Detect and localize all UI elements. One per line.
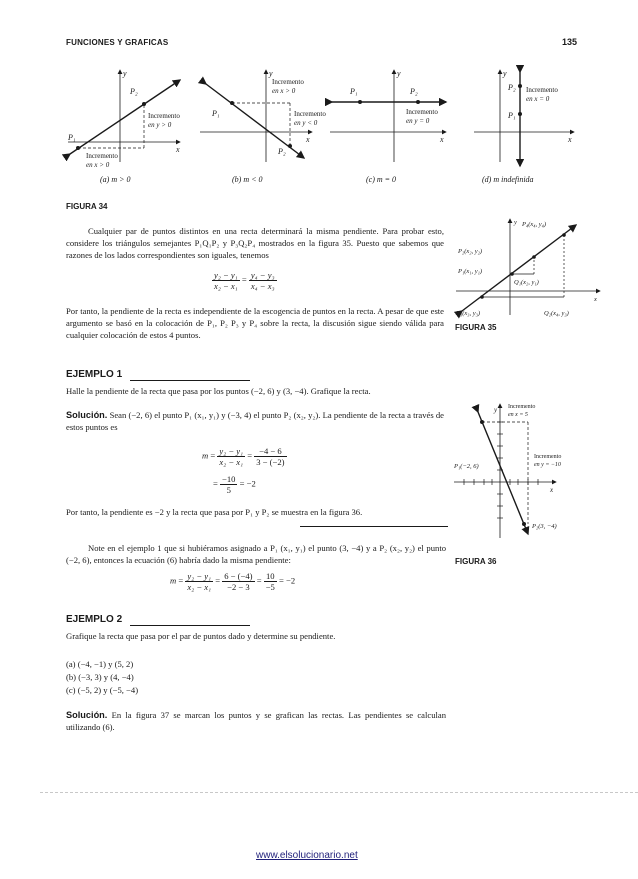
figure-34-panel-a <box>67 69 180 184</box>
svg-text:y: y <box>494 406 498 414</box>
eq-lhs-den: x₂ − x₁ <box>214 281 238 291</box>
panel-c-caption: (c) m = 0 <box>366 175 397 184</box>
scan-edge-line <box>40 792 638 793</box>
p2-label: P₂(x₂, y₂) <box>458 248 483 255</box>
p4-label: P₄(x₄, y₄) <box>522 221 547 228</box>
solution-label: Solución. <box>66 710 108 720</box>
solution-text: En la figura 37 se marcan los puntos y se grafican las rectas. Las pendientes se calculan utilizando (6). <box>66 710 446 733</box>
eq-lhs-num: y₂ − y₁ <box>214 270 238 280</box>
p1-label: P₁ <box>508 111 516 120</box>
m-symbol: m <box>202 450 209 461</box>
item-text: (−5, 2) y (−5, −4) <box>77 685 139 695</box>
paragraph-independence: Por tanto, la pendiente de la recta es independiente de la escogencia de puntos en la recta. A pesar de que este argumento se basó en la colocación de P₁, P₂ P₃ y P₄ sobre la recta, la discusión sigue siendo válida para cualquier colocación de estos 4 puntos. <box>66 306 444 341</box>
eq1-rhs-den: 3 − (−2) <box>256 457 285 467</box>
axis-y-label: y <box>397 69 401 78</box>
equation-slope-1: m = $\frac{\text{y₂ − y₁}}{\text{x₂ − x₁}}$ = $\frac{-4 - 6}{3 - (-2)}$ <box>202 446 285 467</box>
axis-x-label: x <box>440 135 444 144</box>
p1-label: P₁(−2, 6) <box>454 463 479 470</box>
inc-y-line1: Incremento <box>406 108 438 116</box>
eq3-c-num: 10 <box>264 571 277 582</box>
eq2-result: = −2 <box>239 478 256 489</box>
solution-text: Sean (−2, 6) el punto P₁ (x₁, y₁) y (−3, 4) el punto P₂ (x₂, y₂). La pendiente de la recta a través de estos puntos es <box>66 410 444 433</box>
eq3-a-den: x₂ − x₁ <box>187 582 212 592</box>
list-item <box>66 672 134 682</box>
figure-34-caption: FIGURA 34 <box>66 202 108 211</box>
q1-label: Q₁(x₂, y₁) <box>514 279 539 286</box>
axis-x-label: x <box>568 135 572 144</box>
p2-label: P₂ <box>130 87 138 96</box>
svg-text:y: y <box>514 219 517 226</box>
figure-35-caption: FIGURA 35 <box>455 323 497 332</box>
p1-label: P₁ <box>350 87 358 96</box>
inc-x-line2: en x = 5 <box>508 412 528 418</box>
eq3-a-num: y₂ − y₁ <box>187 571 212 581</box>
item-label: (c) <box>66 685 76 695</box>
example-1-conclusion: Por tanto, la pendiente es −2 y la recta que pasa por P₁ y P₂ se muestra en la figura 36. <box>66 507 363 517</box>
equation-slope-3: m = $\frac{\text{y₂ − y₁}}{\text{x₂ − x₁}}$ = $\frac{6 - (-4)}{-2 - 3}$ = $\frac{10}{-5}$ = −2 <box>170 571 296 592</box>
inc-y-line2: en y = 0 <box>406 117 430 125</box>
running-header: FUNCIONES Y GRAFICAS <box>66 38 169 47</box>
item-label: (a) <box>66 659 76 669</box>
example-1-solution <box>66 409 444 433</box>
panel-a-caption: (a) m > 0 <box>100 175 131 184</box>
eq3-b-den: −2 − 3 <box>227 582 250 592</box>
p1-label: P₁ <box>68 133 76 142</box>
inc-y-line1: Incremento <box>534 454 562 460</box>
inc-y-line2: en y = −10 <box>534 462 561 468</box>
equation-similar-ratios: $\frac{\text{y₂ − y₁}}{\text{x₂ − x₁}}$ = $\frac{\text{y₄ − y₃}}{\text{x₄ − x₃}}$ <box>214 270 275 291</box>
eq1-rhs-num: −4 − 6 <box>254 446 286 457</box>
eq1-lhs-num: y₂ − y₁ <box>219 446 244 456</box>
figure-36-caption: FIGURA 36 <box>455 557 497 566</box>
example-2-heading: EJEMPLO 2 <box>66 614 123 625</box>
axis-x-label: x <box>176 145 180 154</box>
axis-y-label: y <box>269 69 273 78</box>
eq3-result: = −2 <box>279 575 296 586</box>
m-symbol: m <box>170 575 177 586</box>
example-2-rule <box>130 625 250 626</box>
paragraph-similar-triangles: Cualquier par de puntos distintos en una recta determinará la misma pendiente. Para probar esto, considere los triángulos semejantes P₁Q₁P₂ y P₃Q₂P₄ mostrados en la figura 35. Puesto que sabemos que razones de los lados correspondientes son iguales, tenemos <box>66 226 444 261</box>
panel-d-caption: (d) m indefinida <box>482 175 534 184</box>
item-label: (b) <box>66 672 77 682</box>
p3-label: P₃(x₃, y₃) <box>456 310 481 317</box>
equation-slope-2: = $\frac{-10}{5}$ = −2 <box>213 474 256 495</box>
eq2-den: 5 <box>226 485 231 495</box>
inc-x-line1: Incremento <box>526 86 558 94</box>
page-number: 135 <box>562 37 578 47</box>
inc-y-line2: en y < 0 <box>294 119 318 127</box>
axis-y-label: y <box>503 69 507 78</box>
panel-b-caption: (b) m < 0 <box>232 175 263 184</box>
figure-35 <box>452 215 602 321</box>
axis-y-label: y <box>123 69 127 78</box>
inc-y-line1: Incremento <box>148 112 180 120</box>
footer-link[interactable]: www.elsolucionario.net <box>256 850 358 861</box>
eq-rhs-num: y₄ − y₃ <box>250 270 275 280</box>
inc-x-line2: en x > 0 <box>86 161 110 169</box>
p2-label: P₂ <box>508 83 516 92</box>
inc-y-line2: en y > 0 <box>148 121 172 129</box>
example-2-solution <box>66 709 446 733</box>
p1-label: P₁(x₁, y₁) <box>458 268 483 275</box>
item-text: (−3, 3) y (4, −4) <box>78 672 134 682</box>
eq2-num: −10 <box>222 474 236 484</box>
list-item <box>66 685 138 695</box>
item-text: (−4, −1) y (5, 2) <box>77 659 134 669</box>
svg-text:x: x <box>594 296 597 303</box>
figure-36 <box>452 398 612 540</box>
p2-label: P₂ <box>278 147 286 156</box>
eq3-c-den: −5 <box>265 582 275 592</box>
solution-label: Solución. <box>66 410 108 420</box>
inc-x-line2: en x = 0 <box>526 95 550 103</box>
example-1-end-rule <box>300 526 448 527</box>
inc-x-line1: Incremento <box>508 404 536 410</box>
eq3-b-num: 6 − (−4) <box>224 571 253 581</box>
figure-34-panel-b <box>200 69 326 184</box>
example-1-statement: Halle la pendiente de la recta que pasa por los puntos (−2, 6) y (3, −4). Grafique la recta. <box>66 386 371 396</box>
q2-label: Q₂(x₄, y₃) <box>544 310 569 317</box>
svg-text:x: x <box>550 486 554 494</box>
p2-label: P₂ <box>410 87 418 96</box>
inc-x-line2: en x > 0 <box>272 87 296 95</box>
example-1-note: Note en el ejemplo 1 que si hubiéramos asignado a P₁ (x₁, y₁) el punto (3, −4) y a P₂ (x₂, y₂) el punto (−2, 6), entonces la ecuación (6) habría dado la misma pendiente: <box>66 543 446 566</box>
axis-x-label: x <box>306 135 310 144</box>
figure-34-panel-d <box>474 69 574 184</box>
example-2-statement: Grafique la recta que pasa por el par de puntos dado y determine su pendiente. <box>66 631 336 641</box>
p1-label: P₁ <box>212 109 220 118</box>
inc-y-line1: Incremento <box>294 110 326 118</box>
inc-x-line1: Incremento <box>86 152 118 160</box>
figure-34 <box>60 62 580 192</box>
p2-label: P₂(3, −4) <box>532 523 557 530</box>
inc-x-line1: Incremento <box>272 78 304 86</box>
figure-34-panel-c <box>330 69 446 184</box>
example-1-rule <box>130 380 250 381</box>
eq1-lhs-den: x₂ − x₁ <box>219 457 244 467</box>
eq-rhs-den: x₄ − x₃ <box>250 281 275 291</box>
list-item <box>66 659 133 669</box>
example-1-heading: EJEMPLO 1 <box>66 369 123 380</box>
